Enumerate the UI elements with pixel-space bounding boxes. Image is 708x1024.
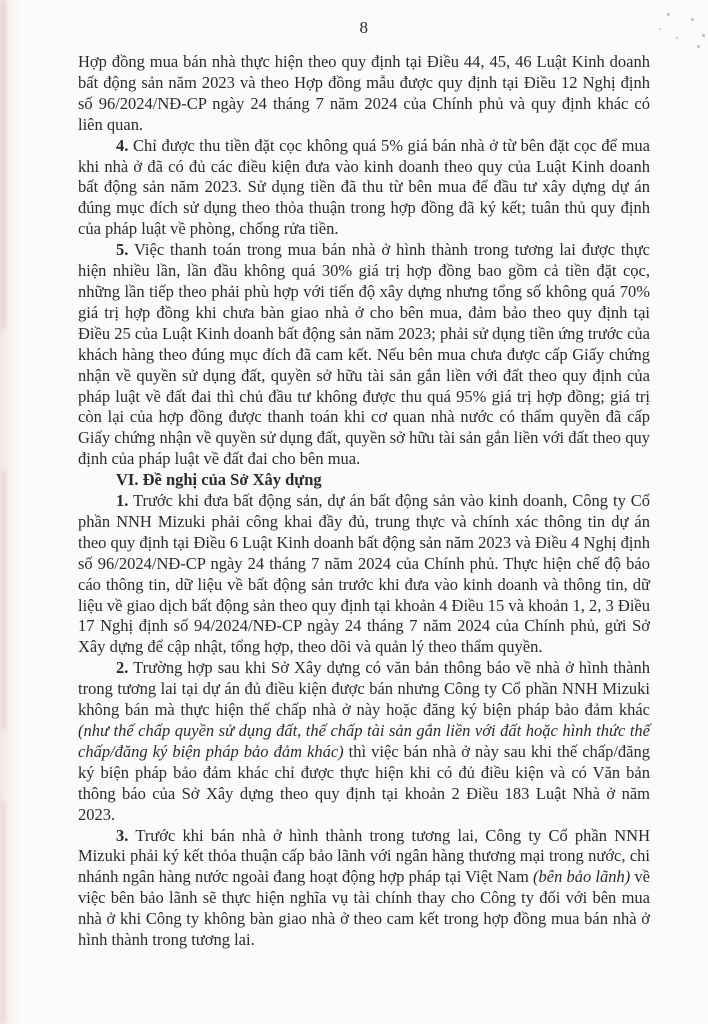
paragraph-item-2-mortgage — [78, 658, 650, 825]
section-heading-vi — [78, 470, 650, 491]
item-number: 1. — [116, 491, 129, 511]
text-segment: Trước khi bán nhà ở hình thành trong tương lai, Công ty Cổ phần NNH Mizuki phải ký kết thỏa thuận cấp bảo lãnh với ngân hàng thương mại trong nước, chi nhánh ngân hàng nước ngoài đang hoạt động hợp pháp tại Việt Nam — [78, 825, 650, 887]
scan-speck — [667, 13, 670, 16]
item-number: 2. — [116, 658, 129, 678]
text-segment: Việc thanh toán trong mua bán nhà ở hình thành trong tương lai được thực hiện nhiều lần, lần đầu không quá 30% giá trị hợp đồng bao gồm cả tiền đặt cọc, những lần tiếp theo phải phù hợp với tiến độ xây dựng nhưng tổng số không quá 70% giá trị hợp đồng khi chưa bàn giao nhà ở cho bên mua, đảm bảo theo quy định tại Điều 25 của Luật Kinh doanh bất động sản năm 2023; phải sử dụng tiền ứng trước của khách hàng theo đúng mục đích đã cam kết. Nếu bên mua chưa được cấp Giấy chứng nhận về quyền sử dụng đất, quyền sở hữu tài sản gắn liền với đất theo quy định của pháp luật về đất đai thì chủ đầu tư không được thu quá 95% giá trị hợp đồng; giá trị còn lại của hợp đồng được thanh toán khi cơ quan nhà nước có thẩm quyền đã cấp Giấy chứng nhận về quyền sử dụng đất, quyền sở hữu tài sản gắn liền với đất theo quy định của pháp luật về đất đai cho bên mua. — [78, 240, 650, 469]
paragraph-item-3-guarantee — [78, 826, 650, 951]
scan-edge-shadow — [1, 800, 6, 1024]
paragraph-item-5-payment — [78, 240, 650, 470]
scan-speck — [691, 18, 694, 21]
paragraph-item-1-disclosure — [78, 491, 650, 658]
text-segment: Trường hợp sau khi Sở Xây dựng có văn bản thông báo về nhà ở hình thành trong tương lai tại dự án đủ điều kiện được bán nhưng Công ty Cổ phần NNH Mizuki không bán mà thực hiện thế chấp nhà ở này hoặc đăng ký biện pháp bảo đảm khác — [78, 658, 650, 720]
text-segment: Trước khi đưa bất động sản, dự án bất động sản vào kinh doanh, Công ty Cổ phần NNH Mizuki phải công khai đầy đủ, trung thực và chính xác thông tin dự án theo quy định tại Điều 6 Luật Kinh doanh bất động sản năm 2023 và Điều 4 Nghị định số 96/2024/NĐ-CP ngày 24 tháng 7 năm 2024 của Chính phủ. Thực hiện chế độ báo cáo thông tin, dữ liệu về bất động sản trước khi đưa vào kinh doanh và thông tin, dữ liệu về giao dịch bất động sản theo quy định tại khoản 4 Điều 15 và khoản 1, 2, 3 Điều 17 Nghị định số 94/2024/NĐ-CP ngày 24 tháng 7 năm 2024 của Chính phủ, gửi Sở Xây dựng để cập nhật, tổng hợp, theo dõi và quản lý theo thẩm quyền. — [78, 491, 650, 657]
scan-speck — [676, 37, 678, 39]
scan-edge-shadow — [1, 0, 6, 330]
paragraph-contract-regulation — [78, 52, 650, 136]
text-segment-italic: (bên bảo lãnh) — [533, 867, 631, 887]
text-segment: về việc bên bảo lãnh sẽ thực hiện nghĩa vụ tài chính thay cho Công ty đối với bên mua nhà ở khi Công ty không bàn giao nhà ở theo cam kết trong hợp đồng mua bán nhà ở hình thành trong tương lai. — [78, 867, 650, 950]
text-segment: Hợp đồng mua bán nhà thực hiện theo quy định tại Điều 44, 45, 46 Luật Kinh doanh bất động sản năm 2023 và theo Hợp đồng mẫu được quy định tại Điều 12 Nghị định số 96/2024/NĐ-CP ngày 24 tháng 7 năm 2024 của Chính phủ và quy định khác có liên quan. — [78, 52, 650, 134]
item-number: 5. — [116, 240, 129, 260]
item-number: 4. — [116, 135, 129, 155]
text-segment-italic: (như thế chấp quyền sử dụng đất, thế chấp tài sản gắn liền với đất hoặc hình thức thế chấp/đăng ký biện pháp bảo đảm khác) — [78, 721, 650, 761]
section-heading-label: VI. Đề nghị của Sở Xây dựng — [116, 470, 322, 490]
scan-speck — [702, 34, 705, 37]
item-number: 3. — [116, 825, 129, 845]
paragraph-item-4-deposit — [78, 136, 650, 241]
page-number: 8 — [359, 18, 369, 37]
scan-speck — [697, 45, 700, 48]
text-segment: thì việc bán nhà ở này sau khi thế chấp/đăng ký biện pháp bảo đảm khác chỉ được thực hiện khi có đủ điều kiện và có Văn bản thông báo của Sở Xây dựng theo quy định tại khoản 2 Điều 183 Luật Nhà ở năm 2023. — [78, 741, 650, 824]
scan-edge-shadow — [2, 470, 6, 730]
document-body — [78, 52, 650, 951]
text-segment: Chỉ được thu tiền đặt cọc không quá 5% giá bán nhà ở từ bên đặt cọc để mua khi nhà ở đã có đủ các điều kiện đưa vào kinh doanh theo quy của Luật Kinh doanh bất động sản năm 2023. Sử dụng tiền đã thu từ bên mua để đầu tư xây dựng dự án đúng mục đích sử dụng theo thỏa thuận trong hợp đồng đã ký kết; tuân thủ quy định của pháp luật về phòng, chống rửa tiền. — [78, 135, 650, 239]
scan-speck — [659, 28, 661, 30]
